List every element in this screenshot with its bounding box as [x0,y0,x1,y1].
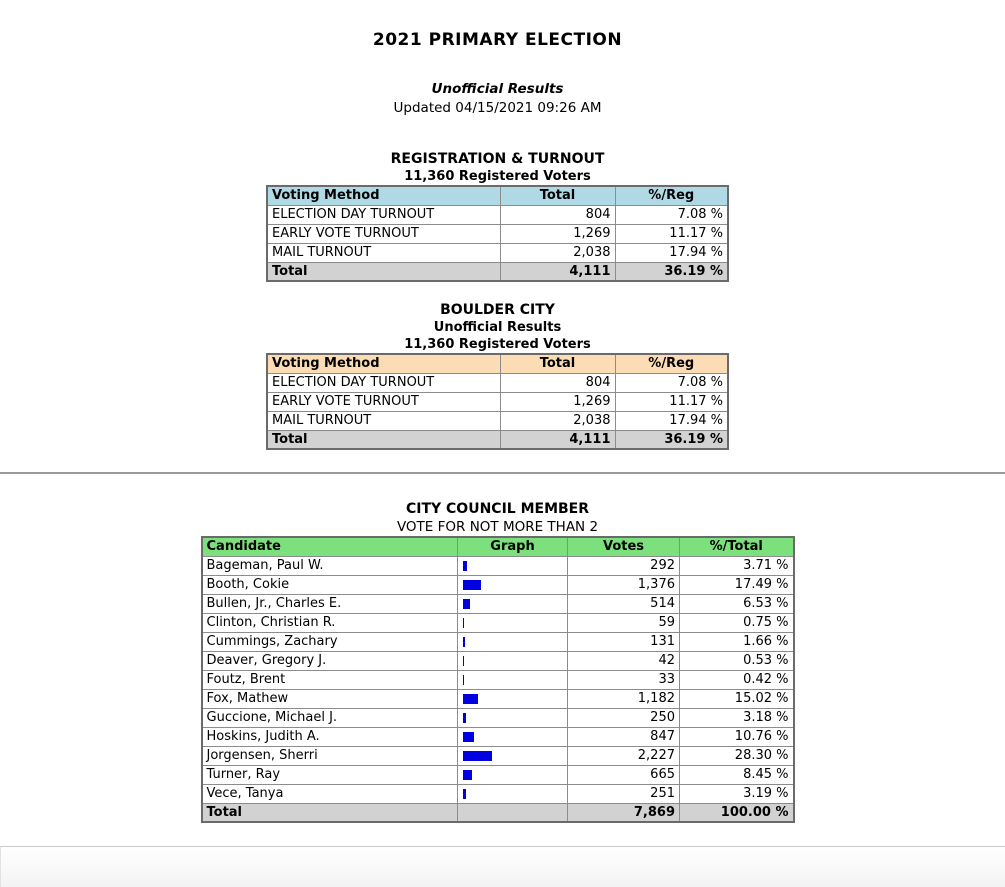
table-row [202,556,794,575]
votes-cell: 42 [568,651,680,670]
vote-share-bar [463,618,464,628]
candidate-name-cell: Guccione, Michael J. [202,708,458,727]
column-header-pct-reg: %/Reg [615,186,728,205]
column-header-votes: Votes [568,537,680,556]
graph-cell [458,556,568,575]
pct-total-cell: 1.66 % [680,632,794,651]
candidate-name-cell: Deaver, Gregory J. [202,651,458,670]
table-row [202,594,794,613]
votes-cell: 2,227 [568,746,680,765]
total-cell: 1,269 [500,224,615,243]
table-row [202,784,794,803]
pct-total-cell: 0.53 % [680,651,794,670]
boulder-city-turnout-table [266,353,729,450]
pct-total-cell: 0.42 % [680,670,794,689]
total-votes: 4,111 [500,430,615,449]
pct-total-cell: 28.30 % [680,746,794,765]
table-header-row [202,537,794,556]
total-votes: 4,111 [500,262,615,281]
graph-cell [458,746,568,765]
vote-share-bar [463,751,492,761]
table-total-row [267,430,728,449]
candidate-name-cell: Hoskins, Judith A. [202,727,458,746]
candidate-name-cell: Turner, Ray [202,765,458,784]
pct-total-cell: 15.02 % [680,689,794,708]
graph-cell [458,689,568,708]
graph-cell [458,708,568,727]
next-section-frame-edge [0,846,1005,887]
election-results-page [0,30,1005,887]
table-row [202,632,794,651]
candidate-name-cell: Clinton, Christian R. [202,613,458,632]
candidate-name-cell: Jorgensen, Sherri [202,746,458,765]
votes-cell: 514 [568,594,680,613]
vote-share-bar [463,732,474,742]
voting-method-cell: EARLY VOTE TURNOUT [267,392,500,411]
city-council-results-table [201,536,795,823]
graph-cell [458,613,568,632]
pct-total-cell: 6.53 % [680,594,794,613]
unofficial-results-label: Unofficial Results [431,81,564,97]
boulder-city-title: BOULDER CITY [440,302,555,318]
column-header-candidate: Candidate [202,537,458,556]
total-label: Total [267,262,500,281]
candidate-name-cell: Booth, Cokie [202,575,458,594]
total-cell: 1,269 [500,392,615,411]
table-total-row [267,262,728,281]
table-row [267,224,728,243]
table-total-row [202,803,794,822]
table-row [202,727,794,746]
city-council-title: CITY COUNCIL MEMBER [405,501,590,517]
total-label: Total [202,803,458,822]
candidate-name-cell: Foutz, Brent [202,670,458,689]
candidate-name-cell: Vece, Tanya [202,784,458,803]
column-header-total: Total [500,186,615,205]
graph-cell [458,594,568,613]
total-label: Total [267,430,500,449]
pct-total-cell: 3.19 % [680,784,794,803]
votes-cell: 59 [568,613,680,632]
voting-method-cell: ELECTION DAY TURNOUT [267,373,500,392]
column-header-graph: Graph [458,537,568,556]
section-divider [0,472,1005,474]
vote-share-bar [463,561,467,571]
votes-cell: 292 [568,556,680,575]
column-header-voting-method: Voting Method [267,354,500,373]
total-cell: 804 [500,373,615,392]
total-pct: 36.19 % [615,430,728,449]
table-row [202,613,794,632]
boulder-city-registered-voters: 11,360 Registered Voters [404,337,591,352]
column-header-pct-total: %/Total [680,537,794,556]
candidate-name-cell: Fox, Mathew [202,689,458,708]
table-row [202,651,794,670]
table-row [202,746,794,765]
voting-method-cell: MAIL TURNOUT [267,411,500,430]
table-header-row [267,186,728,205]
table-row [202,689,794,708]
pct-reg-cell: 7.08 % [615,373,728,392]
table-row [202,765,794,784]
column-header-pct-reg: %/Reg [615,354,728,373]
vote-share-bar [463,713,466,723]
table-row [267,205,728,224]
graph-cell [458,670,568,689]
candidate-name-cell: Bageman, Paul W. [202,556,458,575]
candidate-name-cell: Bullen, Jr., Charles E. [202,594,458,613]
registration-turnout-table [266,185,729,282]
column-header-total: Total [500,354,615,373]
pct-total-cell: 17.49 % [680,575,794,594]
votes-cell: 131 [568,632,680,651]
table-row [202,670,794,689]
votes-cell: 250 [568,708,680,727]
graph-cell [458,575,568,594]
registration-turnout-title: REGISTRATION & TURNOUT [390,151,605,167]
total-pct: 100.00 % [680,803,794,822]
vote-share-bar [463,694,478,704]
total-cell: 804 [500,205,615,224]
vote-share-bar [463,770,472,780]
total-votes: 7,869 [568,803,680,822]
pct-reg-cell: 17.94 % [615,243,728,262]
vote-share-bar [463,637,465,647]
votes-cell: 251 [568,784,680,803]
graph-cell [458,765,568,784]
vote-share-bar [463,580,481,590]
graph-cell [458,651,568,670]
page-title: 2021 PRIMARY ELECTION [372,30,623,50]
pct-reg-cell: 11.17 % [615,392,728,411]
vote-share-bar [463,656,464,666]
graph-cell [458,632,568,651]
pct-total-cell: 8.45 % [680,765,794,784]
voting-method-cell: EARLY VOTE TURNOUT [267,224,500,243]
total-cell: 2,038 [500,243,615,262]
total-cell: 2,038 [500,411,615,430]
pct-total-cell: 0.75 % [680,613,794,632]
candidate-name-cell: Cummings, Zachary [202,632,458,651]
votes-cell: 665 [568,765,680,784]
votes-cell: 1,182 [568,689,680,708]
pct-total-cell: 3.18 % [680,708,794,727]
votes-cell: 1,376 [568,575,680,594]
voting-method-cell: MAIL TURNOUT [267,243,500,262]
vote-share-bar [463,599,470,609]
graph-cell [458,784,568,803]
voting-method-cell: ELECTION DAY TURNOUT [267,205,500,224]
column-header-voting-method: Voting Method [267,186,500,205]
vote-share-bar [463,675,464,685]
table-row [267,243,728,262]
pct-reg-cell: 17.94 % [615,411,728,430]
votes-cell: 33 [568,670,680,689]
table-row [267,373,728,392]
pct-total-cell: 3.71 % [680,556,794,575]
vote-for-instruction: VOTE FOR NOT MORE THAN 2 [396,519,599,535]
vote-share-bar [463,789,466,799]
table-row [267,392,728,411]
table-header-row [267,354,728,373]
graph-cell [458,727,568,746]
table-row [202,708,794,727]
boulder-city-unofficial-label: Unofficial Results [433,320,562,335]
votes-cell: 847 [568,727,680,746]
total-pct: 36.19 % [615,262,728,281]
table-row [267,411,728,430]
pct-reg-cell: 7.08 % [615,205,728,224]
registered-voters-count: 11,360 Registered Voters [404,169,591,184]
total-graph-cell [458,803,568,822]
table-row [202,575,794,594]
updated-timestamp: Updated 04/15/2021 09:26 AM [393,100,602,116]
pct-total-cell: 10.76 % [680,727,794,746]
pct-reg-cell: 11.17 % [615,224,728,243]
